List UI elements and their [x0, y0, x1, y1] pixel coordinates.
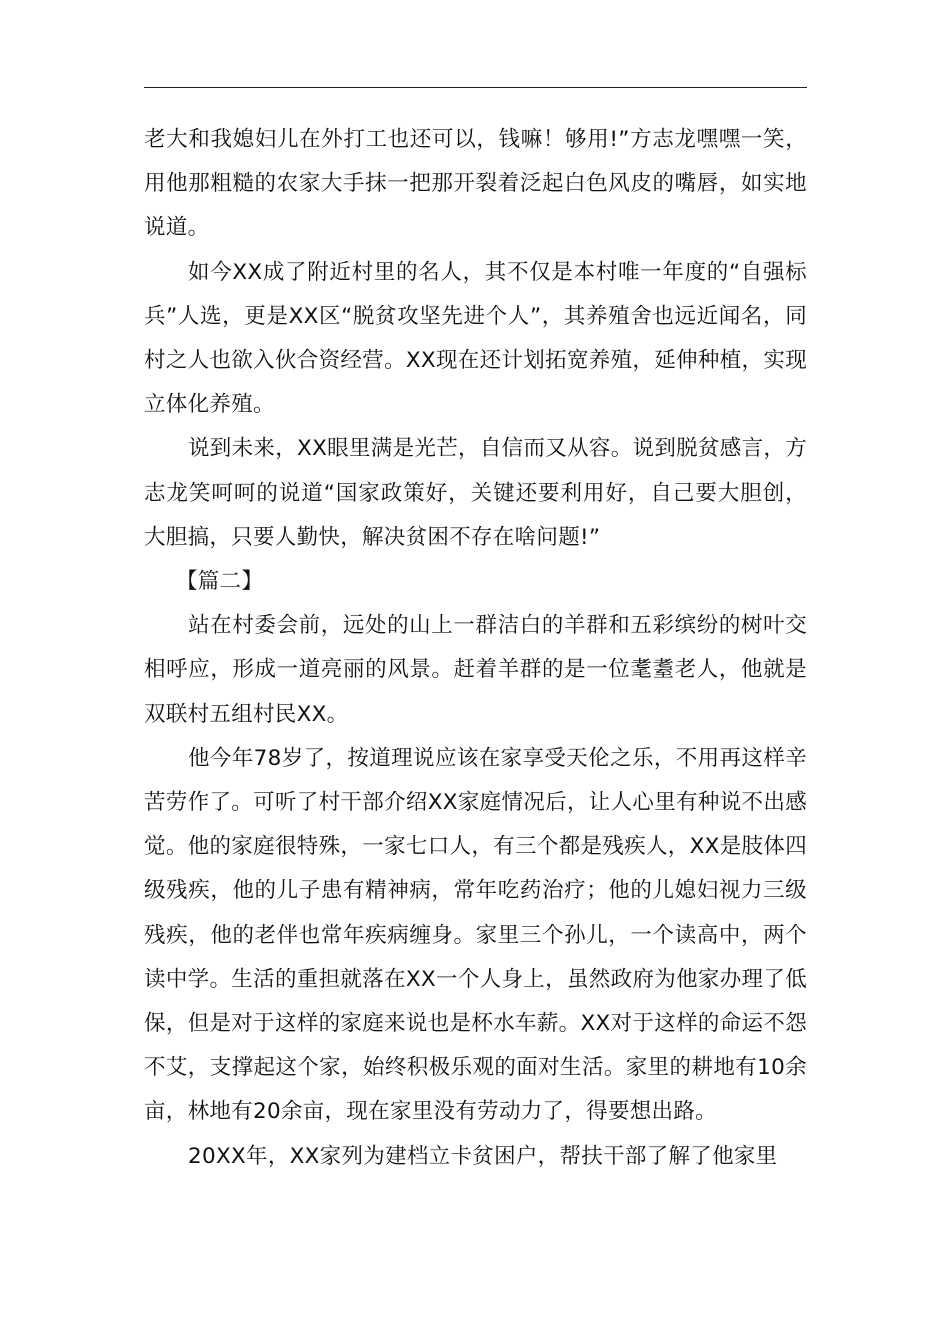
paragraph: 如今XX成了附近村里的名人，其不仅是本村唯一年度的“自强标兵”人选，更是XX区“脱贫攻坚先进个人”，其养殖舍也远近闻名，同村之人也欲入伙合资经营。XX现在还计划拓宽养殖，延伸种植，实现立体化养殖。: [144, 259, 807, 418]
paragraph-continuation: 老大和我媳妇儿在外打工也还可以，钱嘛！够用!”方志龙嘿嘿一笑，用他那粗糙的农家大手抹一把那开裂着泛起白色风皮的嘴唇，如实地说道。: [144, 127, 807, 241]
section-heading: 【篇二】: [176, 569, 264, 595]
paragraph: 20XX年，XX家列为建档立卡贫困户，帮扶干部了解了他家里: [188, 1143, 778, 1169]
paragraph: 他今年78岁了，按道理说应该在家享受天伦之乐，不用再这样辛苦劳作了。可听了村干部介绍XX家庭情况后，让人心里有种说不出感觉。他的家庭很特殊，一家七口人，有三个都是残疾人，XX是肢体四级残疾，他的儿子患有精神病，常年吃药治疗；他的儿媳妇视力三级残疾，他的老伴也常年疾病缠身。家里三个孙儿，一个读高中，两个读中学。生活的重担就落在XX一个人身上，虽然政府为他家办理了低保，但是对于这样的家庭来说也是杯水车薪。XX对于这样的命运不怨不艾，支撑起这个家，始终积极乐观的面对生活。家里的耕地有10余亩，林地有20余亩，现在家里没有劳动力了，得要想出路。: [144, 745, 807, 1125]
paragraph: 站在村委会前，远处的山上一群洁白的羊群和五彩缤纷的树叶交相呼应，形成一道亮丽的风景。赶着羊群的是一位耄耋老人，他就是双联村五组村民XX。: [144, 613, 807, 727]
document-body: [144, 118, 807, 1179]
header-rule: [144, 87, 807, 88]
paragraph: 说到未来，XX眼里满是光芒，自信而又从容。说到脱贫感言，方志龙笑呵呵的说道“国家政策好，关键还要利用好，自己要大胆创，大胆搞，只要人勤快，解决贫困不存在啥问题!”: [144, 436, 807, 550]
